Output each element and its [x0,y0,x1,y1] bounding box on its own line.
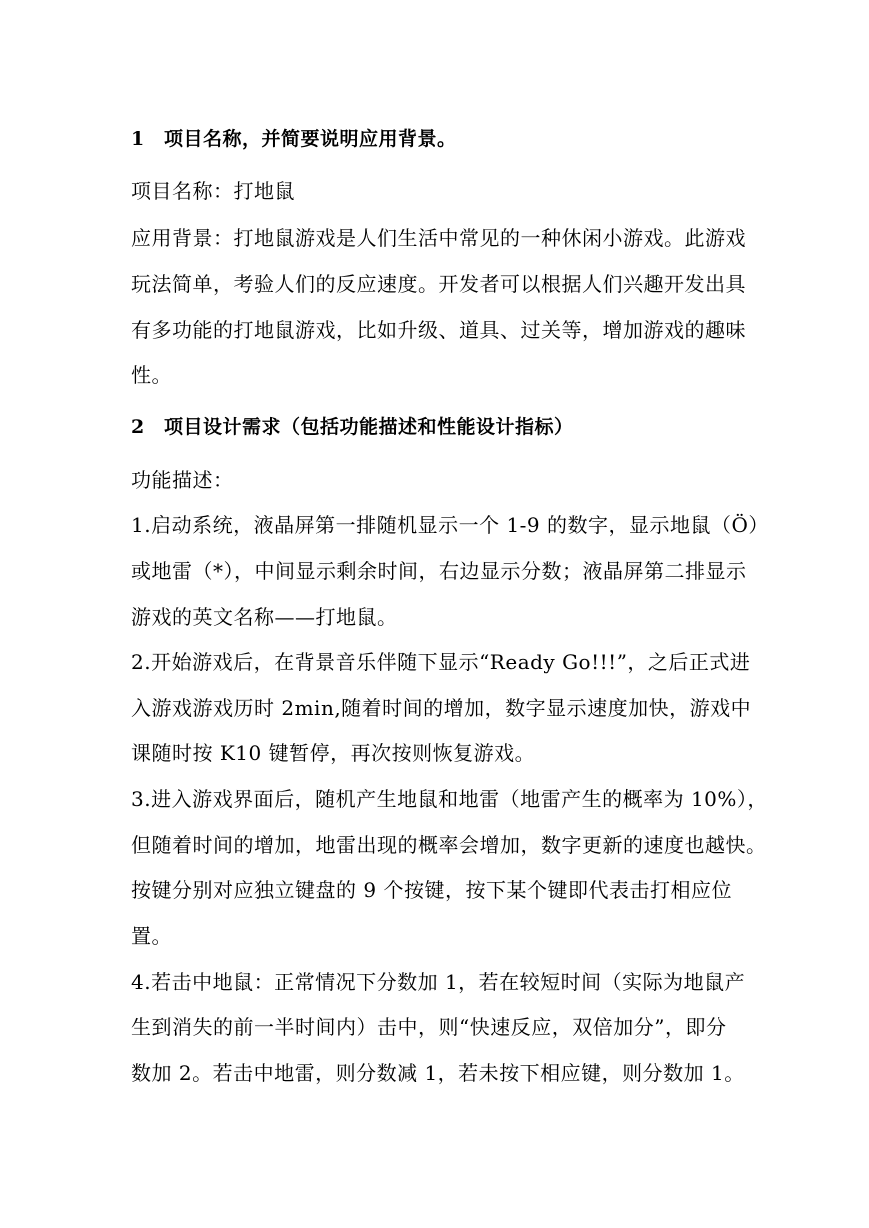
paragraph-line: 有多功能的打地鼠游戏，比如升级、道具、过关等，增加游戏的趣味 [131,318,746,342]
paragraph-line: 1.启动系统，液晶屏第一排随机显示一个 1-9 的数字，显示地鼠（Ö） [131,513,769,537]
section-2-number: 2 [131,416,145,438]
paragraph-line: 玩法简单，考验人们的反应速度。开发者可以根据人们兴趣开发出具 [131,272,746,296]
paragraph-line: 入游戏游戏历时 2min,随着时间的增加，数字显示速度加快，游戏中 [131,696,752,720]
paragraph-line: 游戏的英文名称——打地鼠。 [131,605,398,629]
paragraph-line: 课随时按 K10 键暂停，再次按则恢复游戏。 [131,741,536,765]
section-1-number: 1 [131,128,145,150]
paragraph-line: 或地雷（*），中间显示剩余时间，右边显示分数；液晶屏第二排显示 [131,559,747,583]
section-2-title: 项目设计需求（包括功能描述和性能设计指标） [164,416,574,438]
paragraph-line: 按键分别对应独立键盘的 9 个按键，按下某个键即代表击打相应位 [131,878,732,902]
paragraph-line: 应用背景：打地鼠游戏是人们生活中常见的一种休闲小游戏。此游戏 [131,226,746,250]
paragraph-line: 3.进入游戏界面后，随机产生地鼠和地雷（地雷产生的概率为 10%）， [131,787,768,811]
section-1-heading [131,125,741,153]
paragraph-line: 数加 2。若击中地雷，则分数减 1，若未按下相应键，则分数加 1。 [131,1061,745,1085]
paragraph-line: 2.开始游戏后，在背景音乐伴随下显示“Ready Go!!!”，之后正式进 [131,650,751,674]
paragraph-line: 4.若击中地鼠：正常情况下分数加 1，若在较短时间（实际为地鼠产 [131,970,746,994]
paragraph-line: 项目名称：打地鼠 [131,179,295,203]
section-1-title: 项目名称，并简要说明应用背景。 [164,128,457,150]
paragraph-line: 但随着时间的增加，地雷出现的概率会增加，数字更新的速度也越快。 [131,833,767,857]
section-2-heading [131,413,741,441]
paragraph-line: 置。 [131,924,172,948]
paragraph-line: 性。 [131,363,172,387]
paragraph-line: 生到消失的前一半时间内）击中，则“快速反应，双倍加分”，即分 [131,1015,727,1039]
paragraph-line: 功能描述： [131,468,234,492]
